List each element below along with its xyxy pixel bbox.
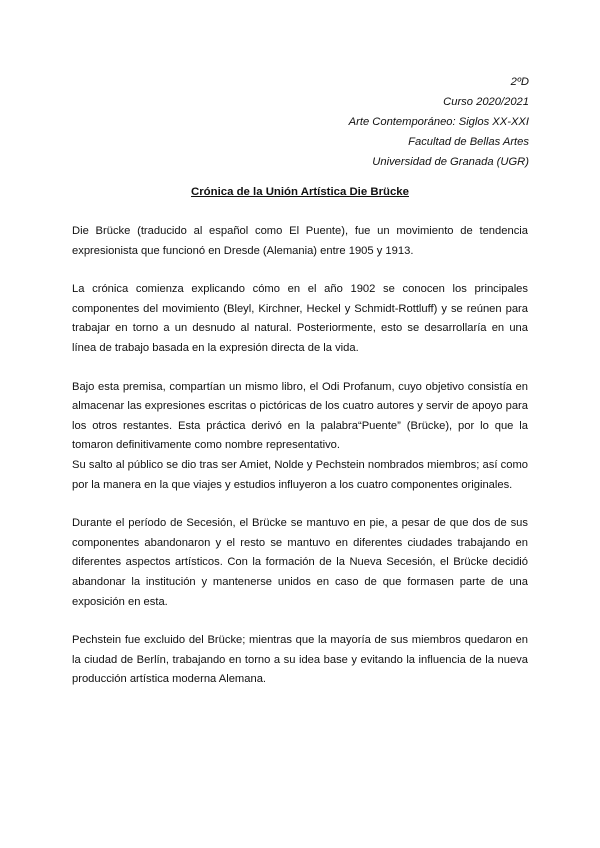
header-course: Curso 2020/2021: [443, 96, 529, 108]
header-university: Universidad de Granada (UGR): [372, 156, 529, 168]
paragraph-origins: La crónica comienza explicando cómo en el año 1902 se conocen los principales componentes del movimiento (Bleyl, Kirchner, Heckel y Schmidt-Rottluff) y se reúnen para trabajar en torno a un desnudo al natural. Posteriormente, esto se desarrollaría en una línea de trabajo basada en la expresión directa de la vida.: [72, 283, 528, 354]
header-group: 2ºD: [510, 76, 529, 88]
paragraph-pechstein: Pechstein fue excluido del Brücke; mientras que la mayoría de sus miembros quedaron en la ciudad de Berlín, trabajando en torno a su idea base y evitando la influencia de la nueva producción artística moderna Alemana.: [72, 634, 528, 686]
header-faculty: Facultad de Bellas Artes: [408, 136, 529, 148]
paragraph-odi-profanum: Bajo esta premisa, compartían un mismo libro, el Odi Profanum, cuyo objetivo consistía en almacenar las expresiones escritas o pictóricas de los cuatro autores y servir de apoyo para los otros restantes. Esta práctica derivó en la palabra“Puente” (Brücke), por lo que la tomaron definitivamente como nombre representativo.: [72, 380, 528, 452]
document-title: Crónica de la Unión Artística Die Brücke: [191, 186, 409, 198]
header-subject: Arte Contemporáneo: Siglos XX-XXI: [348, 116, 529, 128]
document-body: [72, 222, 528, 709]
paragraph-public-debut: Su salto al público se dio tras ser Amiet, Nolde y Pechstein nombrados miembros; así como por la manera en la que viajes y estudios influyeron a los cuatro componentes originales.: [72, 458, 528, 491]
paragraph-secession: Durante el período de Secesión, el Brücke se mantuvo en pie, a pesar de que dos de sus componentes abandonaron y el resto se mantuvo en diferentes ciudades trabajando en diferentes aspectos artísticos. Con la formación de la Nueva Secesión, el Brücke decidió abandonar la institución y mantenerse unidos en caso de que formasen parte de una exposición en esta.: [72, 517, 528, 608]
document-header: [349, 72, 529, 172]
paragraph-intro: Die Brücke (traducido al español como El Puente), fue un movimiento de tendencia expresionista que funcionó en Dresde (Alemania) entre 1905 y 1913.: [72, 225, 528, 257]
